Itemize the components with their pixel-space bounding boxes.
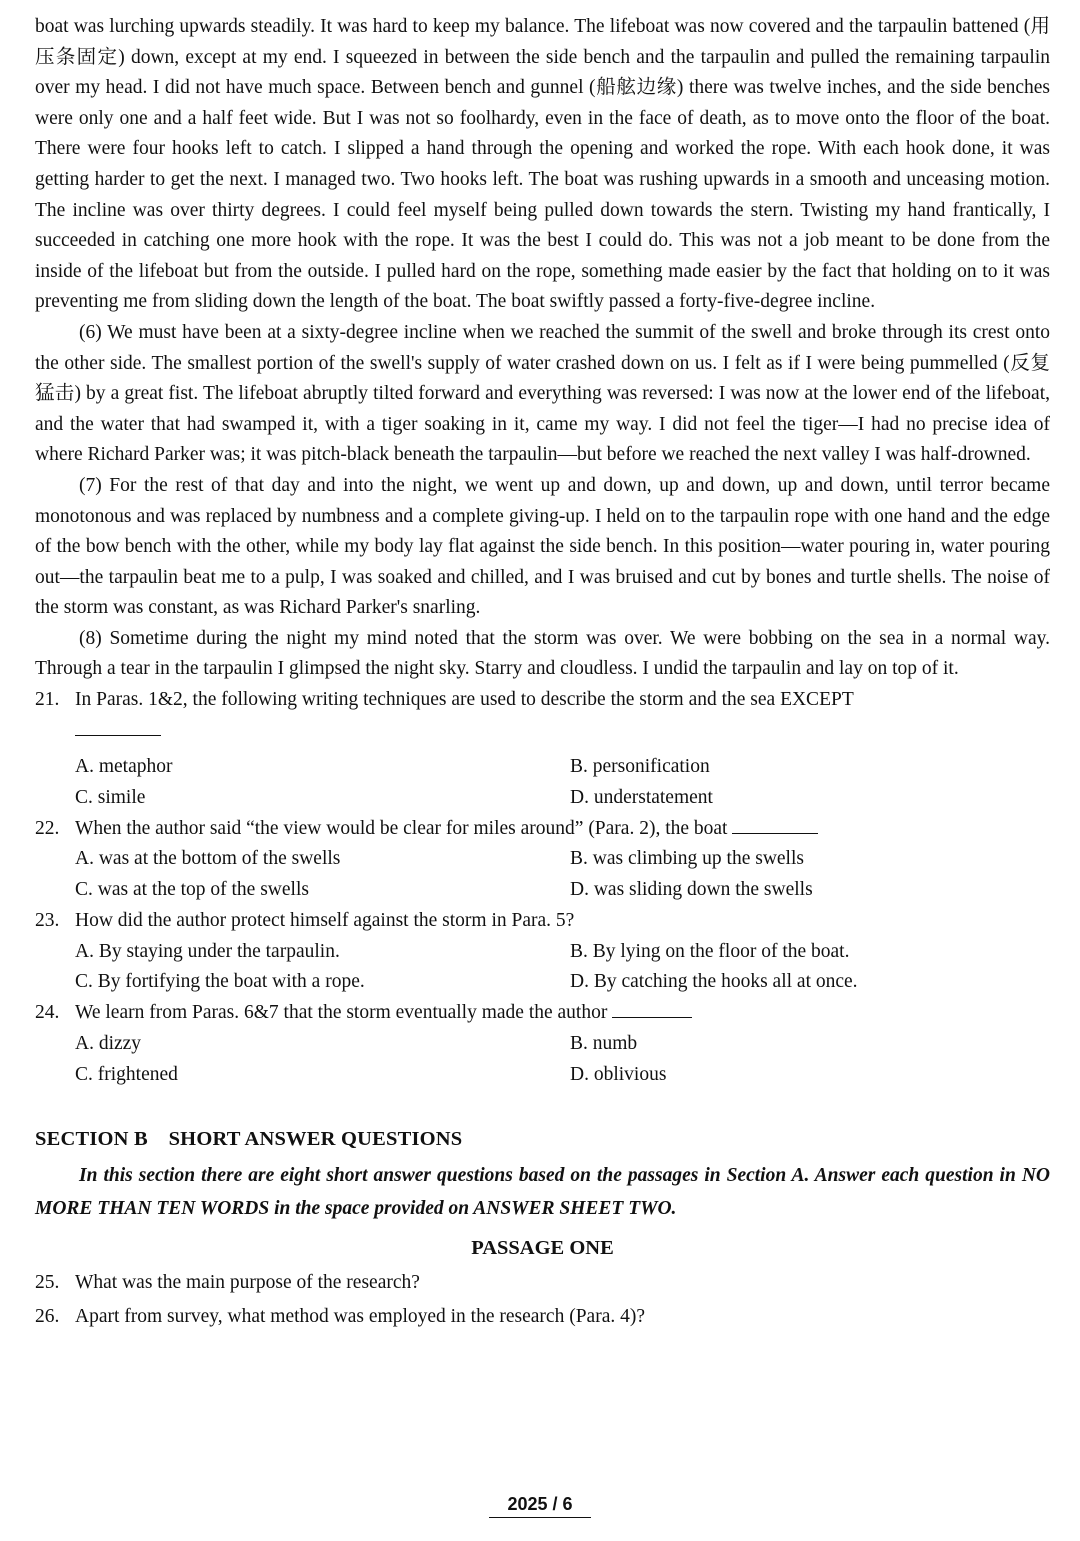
option-a: A. was at the bottom of the swells [75, 848, 341, 870]
paragraph-7: (7) For the rest of that day and into the night, we went up and down, up and down, up and down, until terror became monotonous and was replaced by numbness and a complete giving-up. I held on to the tarpaulin rope with one hand and the edge of the bow bench with the other, while my body lay flat against the side bench. In this position—water pouring in, water pouring out—the tarpaulin beat me to a pulp, I was soaked and chilled, and I was bruised and cut by bones and turtle shells. The noise of the storm was constant, as was Richard Parker's snarling. [35, 474, 1050, 619]
answer-blank [612, 1016, 692, 1018]
section-b-instruction: In this section there are eight short answer questions based on the passages in Section A. Answer each question in NO MORE THAN TEN WORDS in the space provided on ANSWER SHEET TWO. [35, 1165, 1050, 1220]
option-a: A. metaphor [75, 756, 173, 778]
question-22-options [35, 844, 1050, 906]
option-c: C. By fortifying the boat with a rope. [75, 971, 365, 993]
question-number: 23. [35, 910, 60, 932]
option-d: D. was sliding down the swells [570, 879, 813, 901]
question-number: 25. [35, 1272, 60, 1294]
option-a: A. By staying under the tarpaulin. [75, 940, 340, 962]
option-d: D. oblivious [570, 1063, 667, 1085]
question-21 [35, 685, 1050, 746]
question-text: Apart from survey, what method was employed in the research (Para. 4)? [75, 1306, 645, 1328]
question-text: When the author said “the view would be clear for miles around” (Para. 2), the boat [75, 817, 728, 839]
option-b: B. was climbing up the swells [570, 848, 804, 870]
option-d: D. By catching the hooks all at once. [570, 971, 858, 993]
question-22 [35, 814, 1050, 845]
paragraph-5-continued: boat was lurching upwards steadily. It was hard to keep my balance. The lifeboat was now covered and the tarpaulin battened (用压条固定) down, except at my end. I squeezed in between the side bench and the tarpaulin and pulled the remaining tarpaulin over my head. I did not have much space. Between bench and gunnel (船舷边缘) there was twelve inches, and the side benches were only one and a half feet wide. But I was not so foolhardy, even in the face of death, as to move onto the floor of the boat. There were four hooks left to catch. I slipped a hand through the opening and worked the rope. With each hook done, it was getting harder to get the next. I managed two. Two hooks left. The boat was rushing upwards in a smooth and unceasing motion. The incline was over thirty degrees. I could feel myself being pulled down towards the stern. Twisting my hand frantically, I succeeded in catching one more hook with the rope. It was the best I could do. This was not a job meant to be done from the inside of the lifeboat but from the outside. I pulled hard on the rope, something made easier by the fact that holding on to it was preventing me from sliding down the length of the boat. The boat swiftly passed a forty-five-degree incline. [35, 16, 1050, 313]
answer-blank [75, 734, 161, 736]
answer-blank [732, 832, 818, 834]
question-text: How did the author protect himself against the storm in Para. 5? [75, 910, 575, 932]
question-number: 21. [35, 689, 60, 711]
paragraph-8: (8) Sometime during the night my mind noted that the storm was over. We were bobbing on the sea in a normal way. Through a tear in the tarpaulin I glimpsed the night sky. Starry and cloudless. I undid the tarpaulin and lay on top of it. [35, 627, 1050, 680]
option-a: A. dizzy [75, 1032, 142, 1054]
section-b-title: SECTION B SHORT ANSWER QUESTIONS [35, 1128, 463, 1151]
question-number: 24. [35, 1002, 60, 1024]
question-21-options [35, 752, 1050, 814]
question-number: 22. [35, 817, 60, 839]
question-text: What was the main purpose of the research? [75, 1272, 420, 1294]
question-23-options [35, 937, 1050, 999]
question-number: 26. [35, 1306, 60, 1328]
option-c: C. frightened [75, 1063, 178, 1085]
page-number: 2025 / 6 [489, 1494, 590, 1518]
question-text: In Paras. 1&2, the following writing techniques are used to describe the storm and the sea EXCEPT [75, 689, 854, 711]
question-24-options [35, 1029, 1050, 1091]
question-24 [35, 998, 1050, 1029]
option-b: B. By lying on the floor of the boat. [570, 940, 850, 962]
question-text: We learn from Paras. 6&7 that the storm eventually made the author [75, 1002, 608, 1024]
option-c: C. simile [75, 787, 146, 809]
paragraph-6: (6) We must have been at a sixty-degree incline when we reached the summit of the swell and broke through its crest onto the other side. The smallest portion of the swell's supply of water crashed down on us. I felt as if I were being pummelled (反复猛击) by a great fist. The lifeboat abruptly tilted forward and everything was reversed: I was now at the lower end of the lifeboat, and the water that had swamped it, with a tiger soaking in it, came my way. I did not feel the tiger—I had no precise idea of where Richard Parker was; it was pitch-black beneath the tarpaulin—but before we reached the next valley I was half-drowned. [35, 321, 1050, 466]
option-c: C. was at the top of the swells [75, 879, 309, 901]
question-23 [35, 906, 1050, 937]
question-26 [35, 1300, 1050, 1334]
page-footer [0, 1494, 1080, 1518]
passage-title: PASSAGE ONE [471, 1237, 614, 1260]
option-b: B. numb [570, 1032, 638, 1054]
option-d: D. understatement [570, 787, 713, 809]
option-b: B. personification [570, 756, 710, 778]
question-25 [35, 1266, 1050, 1300]
